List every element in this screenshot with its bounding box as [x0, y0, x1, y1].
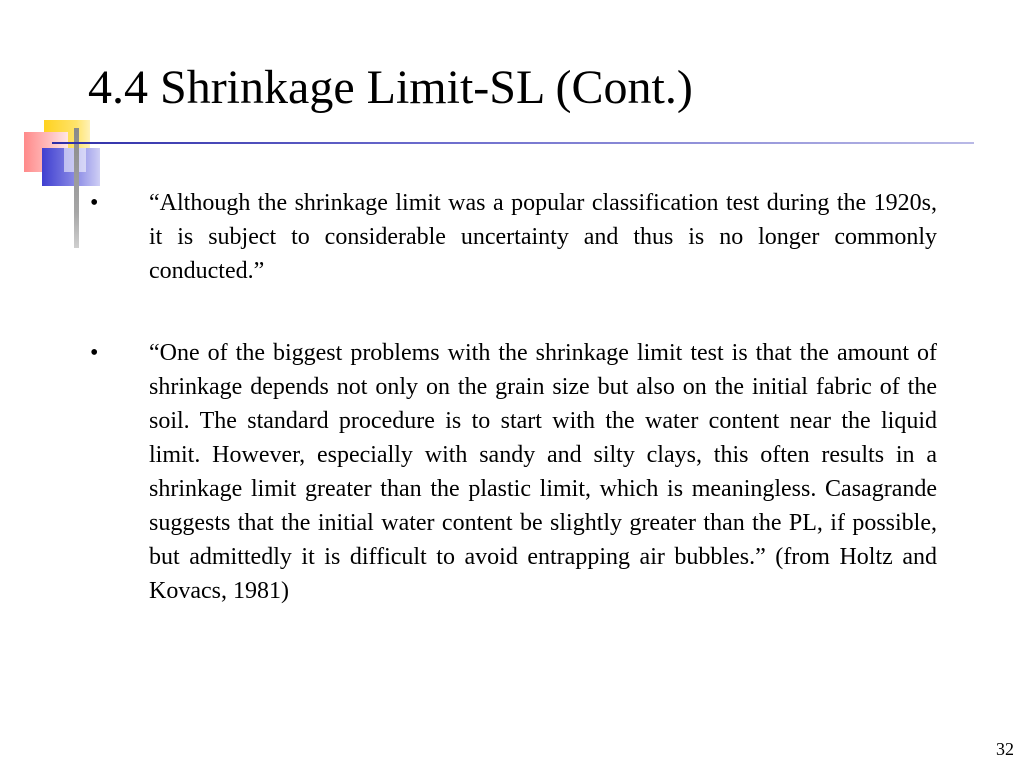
bullet-point-icon: •: [90, 340, 99, 366]
bullet-item-1: [88, 186, 937, 288]
page-number: 32: [996, 739, 1014, 759]
bullet-text: “Although the shrinkage limit was a popular classification test during the 1920s, it is subject to considerable uncertainty and thus is no longer commonly conducted.”: [149, 190, 937, 284]
slide-title: 4.4 Shrinkage Limit-SL (Cont.): [88, 61, 693, 114]
bullet-text: “One of the biggest problems with the shrinkage limit test is that the amount of shrinkage depends not only on the grain size but also on the initial fabric of the soil. The standard procedure is to start with the water content near the liquid limit. However, especially with sandy and silty clays, this often results in a shrinkage limit greater than the plastic limit, which is meaningless. Casagrande suggests that the initial water content be slightly greater than the PL, if possible, but admittedly it is difficult to avoid entrapping air bubbles.” (from Holtz and Kovacs, 1981): [149, 340, 937, 604]
title-divider-line: [52, 142, 974, 144]
bullet-point-icon: •: [90, 190, 99, 216]
bullet-item-2: [88, 336, 937, 608]
decorative-vertical-bar: [74, 128, 79, 248]
bullet-list: [88, 186, 937, 656]
